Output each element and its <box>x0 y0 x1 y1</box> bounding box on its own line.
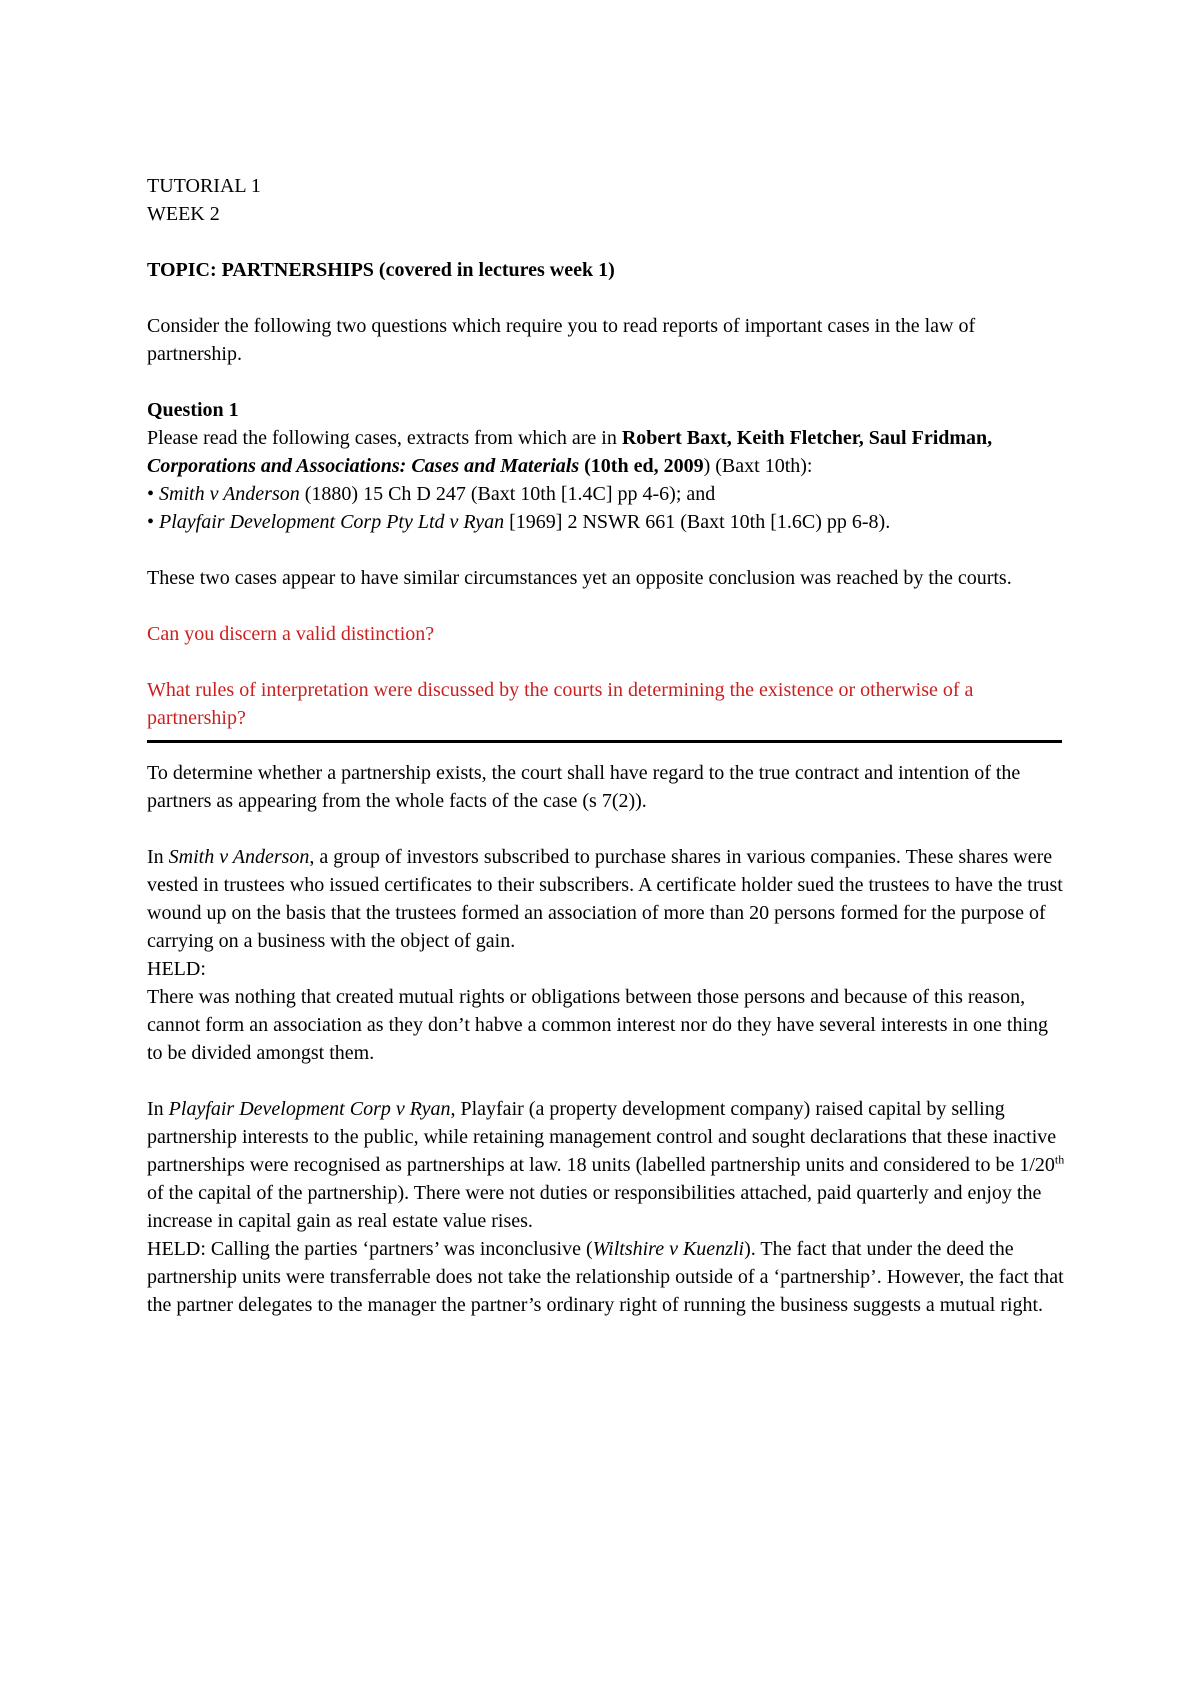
tutorial-heading <box>147 172 1067 228</box>
intro-paragraph: Consider the following two questions which require you to read reports of important cases in the law of partnership. <box>147 315 976 365</box>
question-interpretation: What rules of interpretation were discussed by the courts in determining the existence or otherwise of a partnership? <box>147 679 974 729</box>
smith-v-anderson-summary: In Smith v Anderson, a group of investors subscribed to purchase shares in various companies. These shares were vested in trustees who issued certificates to their subscribers. A certificate holder sued the trustees to have the trust wound up on the basis that the trustees formed an association of more than 20 persons formed for the purpose of carrying on a business with the object of gain. <box>147 846 1063 952</box>
case-name: Playfair Development Corp Pty Ltd v Ryan <box>159 511 505 533</box>
book-title: Corporations and Associations: Cases and Materials <box>147 455 580 477</box>
question-distinction: Can you discern a valid distinction? <box>147 623 435 645</box>
tutorial-label: TUTORIAL 1 <box>147 175 261 197</box>
ordinal-superscript: th <box>1054 1152 1065 1167</box>
case-name: Wiltshire v Kuenzli <box>592 1238 745 1260</box>
case-list-item <box>147 480 1067 508</box>
spacer <box>147 648 1067 676</box>
spacer <box>147 228 1067 256</box>
topic-heading: TOPIC: PARTNERSHIPS (covered in lectures week 1) <box>147 259 615 281</box>
spacer <box>147 1067 1067 1095</box>
case-name: Playfair Development Corp v Ryan <box>168 1098 451 1120</box>
bullet: • <box>147 511 160 533</box>
playfair-held: HELD: Calling the parties ‘partners’ was inconclusive (Wiltshire v Kuenzli). The fact that under the deed the partnership units were transferrable does not take the relationship outside of a ‘partnership’. However, the fact that the partner delegates to the manager the partner’s ordinary right of running the business suggests a mutual right. <box>147 1238 1064 1316</box>
question-1-title: Question 1 <box>147 399 239 421</box>
playfair-summary: In Playfair Development Corp v Ryan, Playfair (a property development company) raised capital by selling partnership interests to the public, while retaining management control and sought declarations that these inactive partnerships were recognised as partnerships at law. 18 units (labelled partnership units and considered to be 1/20th of the capital of the partnership). There were not duties or responsibilities attached, paid quarterly and enjoy the increase in capital gain as real estate value rises. <box>147 1098 1065 1232</box>
answer-intro: To determine whether a partnership exists, the court shall have regard to the true contract and intention of the partners as appearing from the whole facts of the case (s 7(2)). <box>147 762 1021 812</box>
bullet: • <box>147 483 160 505</box>
spacer <box>147 536 1067 564</box>
case-list-item <box>147 508 1067 536</box>
spacer <box>147 592 1067 620</box>
spacer <box>147 284 1067 312</box>
document-page <box>147 172 1067 1319</box>
horizontal-rule <box>147 740 1062 743</box>
case-name: Smith v Anderson <box>168 846 310 868</box>
spacer <box>147 815 1067 843</box>
smith-held-label: HELD: <box>147 958 206 980</box>
edition: (10th ed, 2009 <box>579 455 704 477</box>
smith-held-text: There was nothing that created mutual rights or obligations between those persons and because of this reason, cannot form an association as they don’t habve a common interest nor do they have several interests in one thing to be divided amongst them. <box>147 986 1049 1064</box>
similar-circumstances-paragraph: These two cases appear to have similar circumstances yet an opposite conclusion was reached by the courts. <box>147 567 1012 589</box>
authors: Robert Baxt, Keith Fletcher, Saul Fridman, <box>621 427 993 449</box>
case-citation: [1969] 2 NSWR 661 (Baxt 10th [1.6C) pp 6-8). <box>504 511 891 533</box>
week-label: WEEK 2 <box>147 203 220 225</box>
case-citation: (1880) 15 Ch D 247 (Baxt 10th [1.4C] pp 4-6); and <box>299 483 716 505</box>
case-name: Smith v Anderson <box>159 483 300 505</box>
reading-instructions: Please read the following cases, extracts from which are in Robert Baxt, Keith Fletcher, Saul Fridman, Corporations and Associations: Cases and Materials (10th ed, 2009) (Baxt 10th): <box>147 427 993 477</box>
spacer <box>147 368 1067 396</box>
